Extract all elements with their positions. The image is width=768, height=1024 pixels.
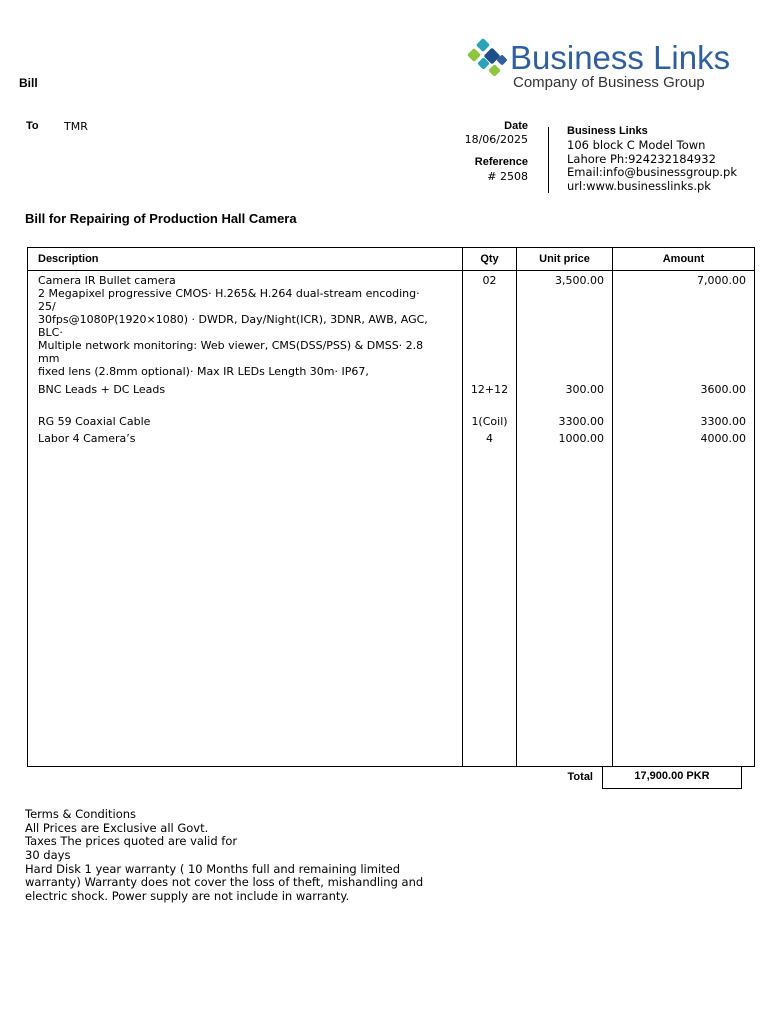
items-table (27, 247, 755, 767)
date-value: 18/06/2025 (464, 133, 528, 146)
row1-desc-line7: mm (38, 352, 60, 365)
row3-unit-price: 3300.00 (558, 415, 604, 428)
qty-column (463, 271, 517, 767)
reference-value: # 2508 (487, 170, 528, 183)
row1-desc-line4: 30fps@1080P(1920×1080) · DWDR, Day/Night(ICR), 3DNR, AWB, AGC, (38, 313, 428, 326)
header-amount: Amount (613, 248, 755, 271)
row1-desc-line5: BLC· (38, 326, 63, 339)
row3-amount: 3300.00 (700, 415, 746, 428)
row1-desc-line2: 2 Megapixel progressive CMOS· H.265& H.264 dual-stream encoding· (38, 287, 420, 300)
row1-desc-line3: 25/ (38, 300, 56, 313)
company-name: Business Links (567, 125, 648, 137)
terms-heading: Terms & Conditions (25, 807, 137, 821)
header-unit-price: Unit price (517, 248, 613, 271)
header-qty: Qty (463, 248, 517, 271)
brand-name: Business Links (510, 39, 731, 76)
row2-qty: 12+12 (470, 383, 509, 396)
terms-line: All Prices are Exclusive all Govt. (25, 821, 209, 835)
row2-unit-price: 300.00 (565, 383, 604, 396)
row4-unit-price: 1000.00 (558, 432, 604, 445)
row1-desc-line1: Camera IR Bullet camera (38, 274, 176, 287)
row4-amount: 4000.00 (700, 432, 746, 445)
total-value: 17,900.00 PKR (634, 770, 710, 782)
brand-tagline: Company of Business Group (513, 74, 705, 91)
terms-line: 30 days (25, 848, 71, 862)
to-value: TMR (64, 120, 88, 133)
header-description: Description (28, 248, 463, 271)
bill-subject: Bill for Repairing of Production Hall Camera (25, 211, 297, 226)
row2-desc: BNC Leads + DC Leads (38, 383, 166, 396)
row1-amount: 7,000.00 (697, 274, 746, 287)
row2-amount: 3600.00 (700, 383, 746, 396)
company-address: 106 block C Model Town (567, 138, 706, 152)
header-divider (548, 127, 549, 193)
terms-line: electric shock. Power supply are not include in warranty. (25, 889, 350, 903)
row1-qty: 02 (482, 274, 497, 287)
to-label: To (26, 120, 39, 132)
row1-desc-line8: fixed lens (2.8mm optional)· Max IR LEDs Length 30m· IP67, (38, 365, 369, 378)
terms-line: Taxes The prices quoted are valid for (25, 834, 238, 848)
company-url: url:www.businesslinks.pk (567, 179, 711, 193)
row1-desc-line6: Multiple network monitoring: Web viewer, CMS(DSS/PSS) & DMSS· 2.8 (38, 339, 424, 352)
unit-price-column (517, 271, 613, 767)
table-header-row (28, 248, 755, 271)
company-email: Email:info@businessgroup.pk (567, 165, 737, 179)
row3-qty: 1(Coil) (471, 415, 508, 428)
description-column (28, 271, 463, 767)
row4-qty: 4 (486, 432, 493, 445)
row1-unit-price: 3,500.00 (555, 274, 604, 287)
doc-title: Bill (19, 76, 38, 90)
business-links-logo-icon (466, 38, 512, 82)
row3-desc: RG 59 Coaxial Cable (38, 415, 151, 428)
table-body (28, 271, 755, 767)
terms-line: Hard Disk 1 year warranty ( 10 Months full and remaining limited (25, 862, 401, 876)
terms-line: warranty) Warranty does not cover the loss of theft, mishandling and (25, 875, 424, 889)
reference-label: Reference (474, 156, 528, 168)
date-label: Date (504, 120, 528, 132)
company-phone: Lahore Ph:924232184932 (567, 152, 716, 166)
total-label: Total (567, 771, 593, 783)
amount-column (613, 271, 755, 767)
row4-desc: Labor 4 Camera’s (38, 432, 136, 445)
